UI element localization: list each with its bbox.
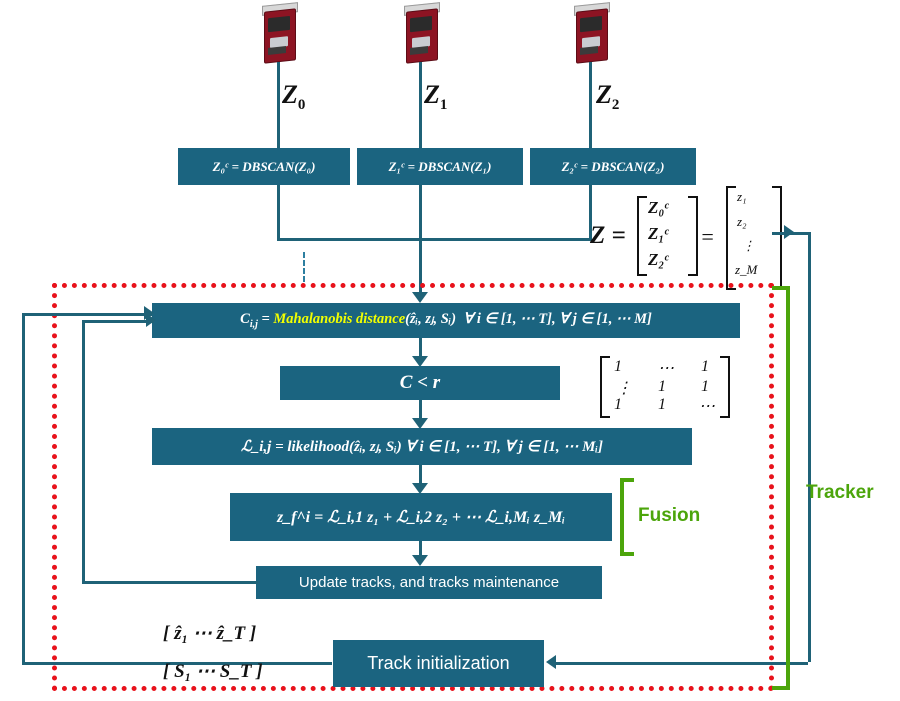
track-initialization-label: Track initialization <box>367 653 510 673</box>
right-bus-to-track-init-arrow <box>546 655 556 669</box>
update-tracks-label: Update tracks, and tracks maintenance <box>298 574 560 591</box>
matrix-a-right-bracket <box>688 196 698 276</box>
fusion-to-update-arrow <box>412 555 428 566</box>
dbscan-box-2-label: Z₂ᶜ = DBSCAN(Z₂) <box>561 158 665 174</box>
sensor-board-1 <box>400 2 444 64</box>
sensor-1-connector <box>419 62 422 150</box>
cost-matrix-label <box>240 311 652 330</box>
dbscan-box-1-label: Z₁ᶜ = DBSCAN(Z₁) <box>388 158 492 174</box>
dbscan-0-out <box>277 185 280 240</box>
sensor-board-0 <box>258 2 302 64</box>
cost-prefix: C <box>240 311 250 328</box>
gate-matrix-0-1: ⋯ <box>658 360 674 377</box>
track-initialization-box <box>333 640 544 687</box>
stacked-measurement-lhs: Z = <box>590 222 626 249</box>
fusion-label: Fusion <box>638 505 701 526</box>
cost-equals: = <box>261 311 270 328</box>
mahalanobis-highlight: Mahalanobis distance <box>273 311 406 328</box>
fusion-box <box>230 493 612 541</box>
likelihood-box-label: ℒ_i,j = likelihood(ẑᵢ, zⱼ, Sᵢ) ∀ i ∈ [1, ⋯ T], ∀ j ∈ [1, ⋯ Mᵢ] <box>240 439 604 455</box>
matrix-a-left-bracket <box>637 196 647 276</box>
gate-matrix-0-0: 1 <box>614 358 622 375</box>
gate-box <box>280 366 560 400</box>
matrix-b-row-3: z_M <box>735 262 758 277</box>
sensor-board-2 <box>570 2 614 64</box>
right-bus-to-track-init <box>556 662 808 665</box>
z1-text: Z <box>424 80 440 109</box>
likelihood-box <box>152 428 692 465</box>
cost-prefix-sub: i,j <box>249 318 258 330</box>
gate-matrix-1-1: 1 <box>658 378 666 395</box>
z2-text: Z <box>596 80 612 109</box>
matrix-a-row-1: Z₁ᶜ <box>648 224 669 243</box>
dbscan-box-0-label: Z₀ᶜ = DBSCAN(Z₀) <box>212 158 316 174</box>
matrix-b-right-bracket <box>772 186 782 290</box>
z1-sub: 1 <box>439 97 448 114</box>
matrix-a-row-2: Z₂ᶜ <box>648 250 669 269</box>
gate-matrix-2-0: 1 <box>614 396 622 413</box>
gate-matrix-right-bracket <box>720 356 730 418</box>
fusion-bracket-vertical <box>620 478 624 556</box>
dbscan-box-2 <box>530 148 696 185</box>
z0-sub: 0 <box>297 97 306 114</box>
sensor-0-measurement-label <box>282 80 305 114</box>
right-bus-vertical <box>808 232 811 662</box>
sensor-0-connector <box>277 62 280 150</box>
gate-box-label: C < r <box>399 372 441 393</box>
gate-matrix-2-1: 1 <box>658 396 666 413</box>
matrix-a-row-0: Z₀ᶜ <box>648 198 669 217</box>
dbscan-box-1 <box>357 148 523 185</box>
gate-matrix <box>600 356 740 418</box>
tracker-bracket-top <box>772 286 790 290</box>
tracker-bracket-bottom <box>772 686 790 690</box>
update-feedback-into-cost <box>82 320 154 323</box>
state-estimate-row-2: [ S₁ ⋯ S_T ] <box>163 661 263 682</box>
dbscan-1-out <box>419 185 422 240</box>
stacked-measurement-equals: = <box>700 224 715 249</box>
state-estimate-row-1: [ ẑ₁ ⋯ ẑ_T ] <box>163 623 257 644</box>
left-feedback-vertical <box>22 313 25 663</box>
tracker-bracket-vertical <box>786 286 790 690</box>
cost-matrix-box <box>152 303 740 338</box>
gate-matrix-0-2: 1 <box>701 358 709 375</box>
gate-matrix-1-0: ⋮ <box>616 380 632 397</box>
update-tracks-box <box>256 566 602 599</box>
fusion-bracket-top <box>620 478 634 482</box>
sensor-1-measurement-label <box>424 80 447 114</box>
matrix-b-row-1: z₂ <box>737 214 747 229</box>
fusion-box-label: z_f^i = ℒ_i,1 z₁ + ℒ_i,2 z₂ + ⋯ ℒ_i,Mᵢ z_Mᵢ <box>276 509 566 526</box>
z2-sub: 2 <box>611 97 620 114</box>
sensor-2-connector <box>589 62 592 150</box>
matrix-b-row-2: ⋮ <box>742 238 755 253</box>
tracker-label: Tracker <box>806 482 874 503</box>
dbscan-bus <box>277 238 592 241</box>
z0-text: Z <box>282 80 298 109</box>
dbscan-box-0 <box>178 148 350 185</box>
fusion-bracket-bottom <box>620 552 634 556</box>
left-feedback-arrow <box>144 306 154 320</box>
left-feedback-into-cost <box>22 313 152 316</box>
gate-matrix-2-2: ⋯ <box>699 398 715 415</box>
gate-matrix-left-bracket <box>600 356 610 418</box>
update-feedback-vertical <box>82 322 85 582</box>
measurement-to-right-bus-arrow <box>784 225 794 239</box>
dashed-stub <box>303 252 305 282</box>
sensor-2-measurement-label <box>596 80 619 114</box>
matrix-b-row-0: z₁ <box>737 189 747 204</box>
gate-matrix-1-2: 1 <box>701 378 709 395</box>
stacked-measurement <box>590 186 870 296</box>
cost-quantifiers: ∀ i ∈ [1, ⋯ T], ∀ j ∈ [1, ⋯ M] <box>463 311 652 328</box>
cost-args: (ẑᵢ, zⱼ, Sᵢ) <box>405 311 457 328</box>
update-feedback-horizontal <box>82 581 258 584</box>
